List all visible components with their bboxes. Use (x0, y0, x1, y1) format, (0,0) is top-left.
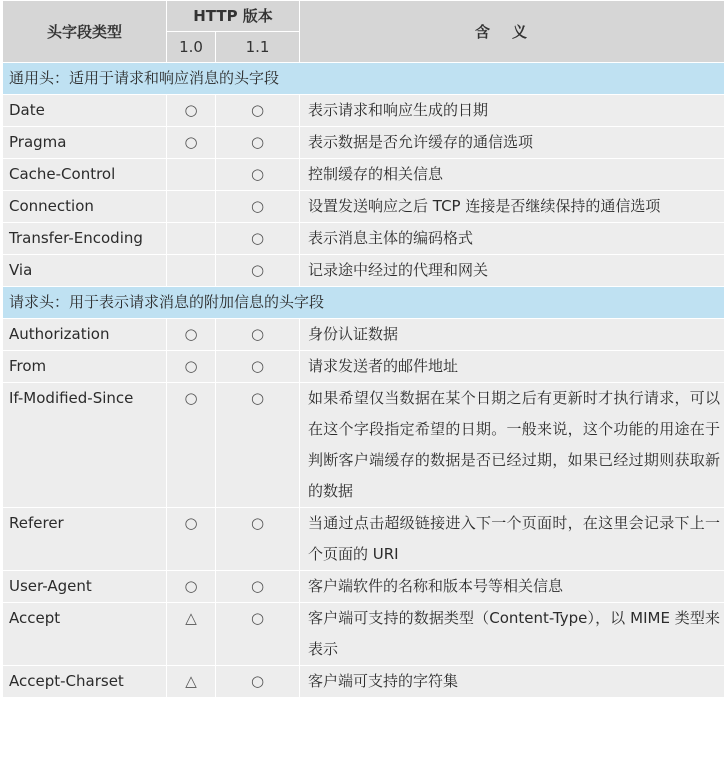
version-1-1-mark: ○ (216, 319, 300, 351)
description: 表示数据是否允许缓存的通信选项 (300, 127, 725, 159)
version-1-0-mark: ○ (167, 127, 216, 159)
table-row (3, 666, 725, 698)
version-1-0-mark (167, 159, 216, 191)
header-name: Referer (3, 508, 167, 571)
table-row (3, 351, 725, 383)
version-1-1-mark: ○ (216, 603, 300, 666)
table-row (3, 191, 725, 223)
version-1-0-mark: ○ (167, 351, 216, 383)
description: 如果希望仅当数据在某个日期之后有更新时才执行请求，可以在这个字段指定希望的日期。一般来说，这个功能的用途在于判断客户端缓存的数据是否已经过期，如果已经过期则获取新的数据 (300, 383, 725, 508)
table-row (3, 95, 725, 127)
header-v10: 1.0 (167, 32, 216, 63)
section-row (3, 63, 725, 95)
table-row (3, 571, 725, 603)
version-1-1-mark: ○ (216, 508, 300, 571)
table-row (3, 223, 725, 255)
version-1-1-mark: ○ (216, 255, 300, 287)
section-title: 通用头：适用于请求和响应消息的头字段 (3, 63, 725, 95)
header-type: 头字段类型 (3, 1, 167, 63)
version-1-1-mark: ○ (216, 159, 300, 191)
header-http-version: HTTP 版本 (167, 1, 300, 32)
description: 表示请求和响应生成的日期 (300, 95, 725, 127)
version-1-0-mark: △ (167, 603, 216, 666)
description: 记录途中经过的代理和网关 (300, 255, 725, 287)
header-name: Accept (3, 603, 167, 666)
version-1-0-mark: ○ (167, 508, 216, 571)
header-name: Date (3, 95, 167, 127)
header-meaning-label: 含义 (475, 22, 550, 41)
header-name: Transfer-Encoding (3, 223, 167, 255)
description: 客户端可支持的数据类型（Content-Type），以 MIME 类型来表示 (300, 603, 725, 666)
version-1-0-mark (167, 191, 216, 223)
header-v11: 1.1 (216, 32, 300, 63)
header-meaning (300, 1, 725, 63)
table-row (3, 383, 725, 508)
table-row (3, 319, 725, 351)
version-1-1-mark: ○ (216, 223, 300, 255)
header-name: Via (3, 255, 167, 287)
version-1-0-mark (167, 223, 216, 255)
description: 客户端可支持的字符集 (300, 666, 725, 698)
description: 表示消息主体的编码格式 (300, 223, 725, 255)
header-name: Accept-Charset (3, 666, 167, 698)
version-1-0-mark (167, 255, 216, 287)
description: 客户端软件的名称和版本号等相关信息 (300, 571, 725, 603)
http-header-table (2, 0, 725, 698)
header-name: Connection (3, 191, 167, 223)
version-1-1-mark: ○ (216, 191, 300, 223)
description: 控制缓存的相关信息 (300, 159, 725, 191)
table-row (3, 255, 725, 287)
version-1-0-mark: ○ (167, 95, 216, 127)
version-1-1-mark: ○ (216, 383, 300, 508)
version-1-1-mark: ○ (216, 95, 300, 127)
description: 身份认证数据 (300, 319, 725, 351)
header-name: From (3, 351, 167, 383)
table-row (3, 159, 725, 191)
section-row (3, 287, 725, 319)
version-1-0-mark: ○ (167, 319, 216, 351)
table-row (3, 127, 725, 159)
description: 当通过点击超级链接进入下一个页面时，在这里会记录下上一个页面的 URI (300, 508, 725, 571)
version-1-1-mark: ○ (216, 666, 300, 698)
description: 请求发送者的邮件地址 (300, 351, 725, 383)
version-1-1-mark: ○ (216, 127, 300, 159)
version-1-0-mark: △ (167, 666, 216, 698)
table-row (3, 603, 725, 666)
table-row (3, 508, 725, 571)
version-1-1-mark: ○ (216, 571, 300, 603)
section-title: 请求头：用于表示请求消息的附加信息的头字段 (3, 287, 725, 319)
version-1-0-mark: ○ (167, 571, 216, 603)
header-name: If-Modified-Since (3, 383, 167, 508)
version-1-0-mark: ○ (167, 383, 216, 508)
header-name: Authorization (3, 319, 167, 351)
header-name: Pragma (3, 127, 167, 159)
version-1-1-mark: ○ (216, 351, 300, 383)
header-name: Cache-Control (3, 159, 167, 191)
description: 设置发送响应之后 TCP 连接是否继续保持的通信选项 (300, 191, 725, 223)
header-name: User-Agent (3, 571, 167, 603)
